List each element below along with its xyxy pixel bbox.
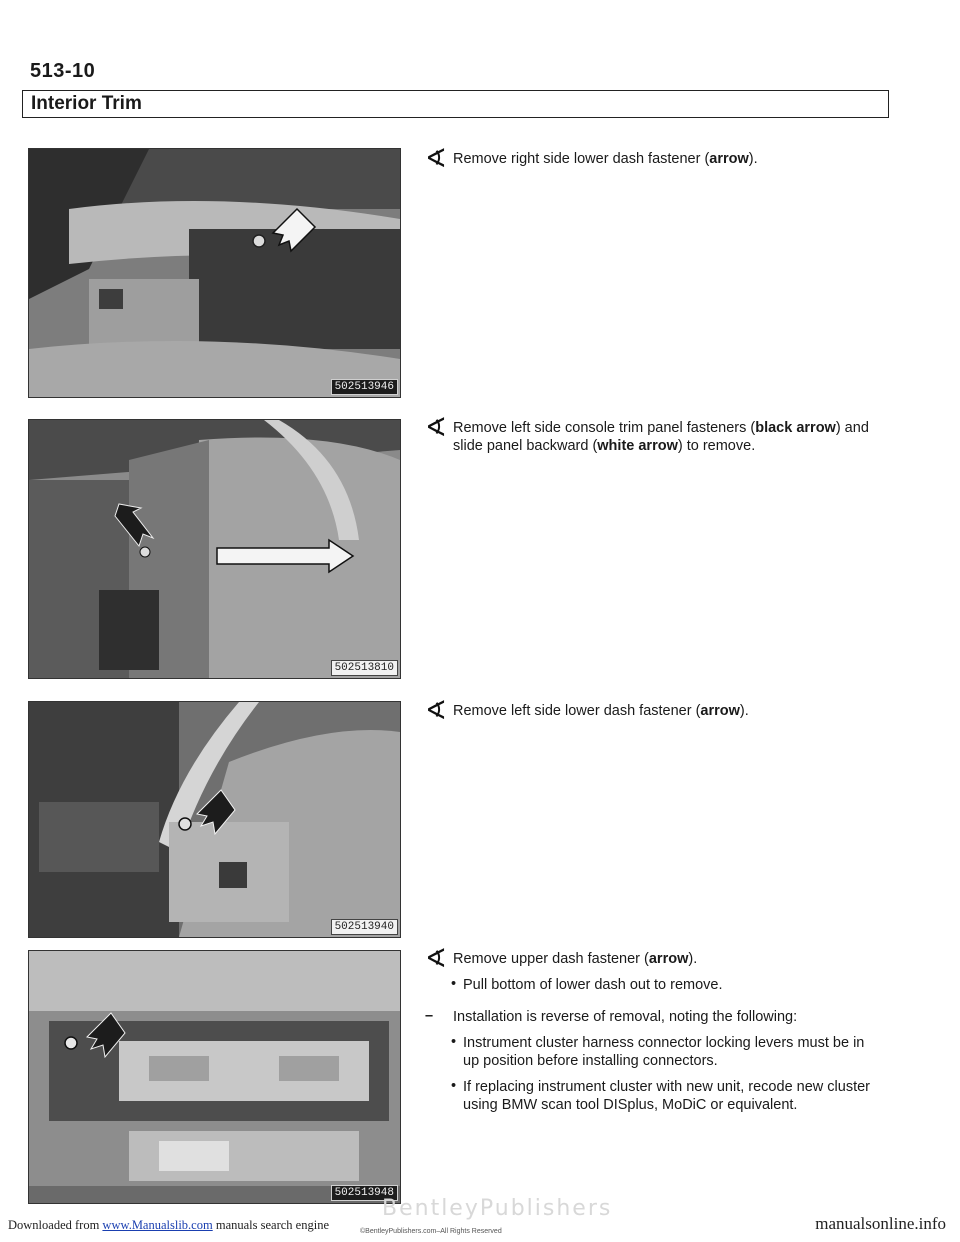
figure-1-photo — [28, 148, 401, 398]
figure-4-photo — [28, 950, 401, 1204]
section-header-box — [22, 90, 889, 118]
step-3-text-a: Remove left side lower dash fastener ( — [453, 703, 701, 719]
manualsonline-footer: manualsonline.info — [815, 1214, 946, 1233]
step-2-text-c: ) to remove. — [677, 438, 756, 454]
bullet-icon: • — [451, 1034, 457, 1050]
step-4-emphasis: arrow — [648, 951, 689, 967]
step-2-text-a: Remove left side console trim panel fasteners ( — [453, 420, 756, 436]
step-1-text-a: Remove right side lower dash fastener ( — [453, 151, 710, 167]
step-2-emphasis-2: white arrow — [597, 438, 678, 454]
pointer-left-icon: ∢ — [425, 412, 447, 442]
installation-bullet-1 — [425, 1034, 880, 1070]
figure-3-illustration — [29, 702, 400, 937]
pointer-left-icon: ∢ — [425, 143, 447, 173]
step-4-bullet — [425, 976, 880, 994]
figure-1-code: 502513946 — [331, 379, 398, 395]
step-4-bullet-text: Pull bottom of lower dash out to remove. — [463, 977, 723, 993]
download-footer — [8, 1218, 329, 1233]
step-1 — [425, 143, 880, 173]
step-1-text-b: ). — [748, 151, 758, 167]
figure-2-illustration — [29, 420, 400, 678]
step-2 — [425, 412, 880, 455]
step-2-text-b: ) and slide panel backward ( — [453, 420, 869, 454]
pointer-left-icon: ∢ — [425, 695, 447, 725]
step-2-emphasis-1: black arrow — [755, 420, 836, 436]
figure-3-photo — [28, 701, 401, 938]
section-title: Interior Trim — [31, 93, 142, 114]
step-4-text-b: ). — [688, 951, 698, 967]
installation-bullet-2 — [425, 1078, 880, 1114]
step-3-text-b: ). — [739, 703, 749, 719]
figure-4-illustration — [29, 951, 400, 1203]
figure-2-photo — [28, 419, 401, 679]
footer-suffix: manuals search engine — [212, 1218, 329, 1232]
installation-text: Installation is reverse of removal, noting the following: — [453, 1009, 798, 1025]
installation-note — [425, 1008, 880, 1026]
figure-1-illustration — [29, 149, 400, 397]
step-3 — [425, 695, 880, 725]
installation-bullet-2-text: If replacing instrument cluster with new unit, recode new cluster using BMW scan tool DISplus, MoDiC or equivalent. — [463, 1079, 870, 1113]
figure-3-code: 502513940 — [331, 919, 398, 935]
copyright-notice: ©BentleyPublishers.com–All Rights Reserved — [360, 1228, 502, 1235]
bullet-icon: • — [451, 976, 457, 992]
step-4-text-a: Remove upper dash fastener ( — [453, 951, 649, 967]
figure-2-code: 502513810 — [331, 660, 398, 676]
bullet-icon: • — [451, 1078, 457, 1094]
step-4 — [425, 943, 880, 1114]
watermark: BentleyPublishers — [382, 1196, 613, 1221]
figure-4-code: 502513948 — [331, 1185, 398, 1201]
pointer-left-icon: ∢ — [425, 943, 447, 973]
installation-bullet-1-text: Instrument cluster harness connector locking levers must be in up position before installing connectors. — [463, 1035, 865, 1069]
dash-icon: – — [425, 1008, 434, 1024]
footer-prefix: Downloaded from — [8, 1218, 103, 1232]
step-1-emphasis: arrow — [709, 151, 749, 167]
manualslib-link[interactable]: www.Manualslib.com — [102, 1218, 213, 1232]
step-3-emphasis: arrow — [700, 703, 740, 719]
page-number: 513-10 — [30, 60, 96, 82]
